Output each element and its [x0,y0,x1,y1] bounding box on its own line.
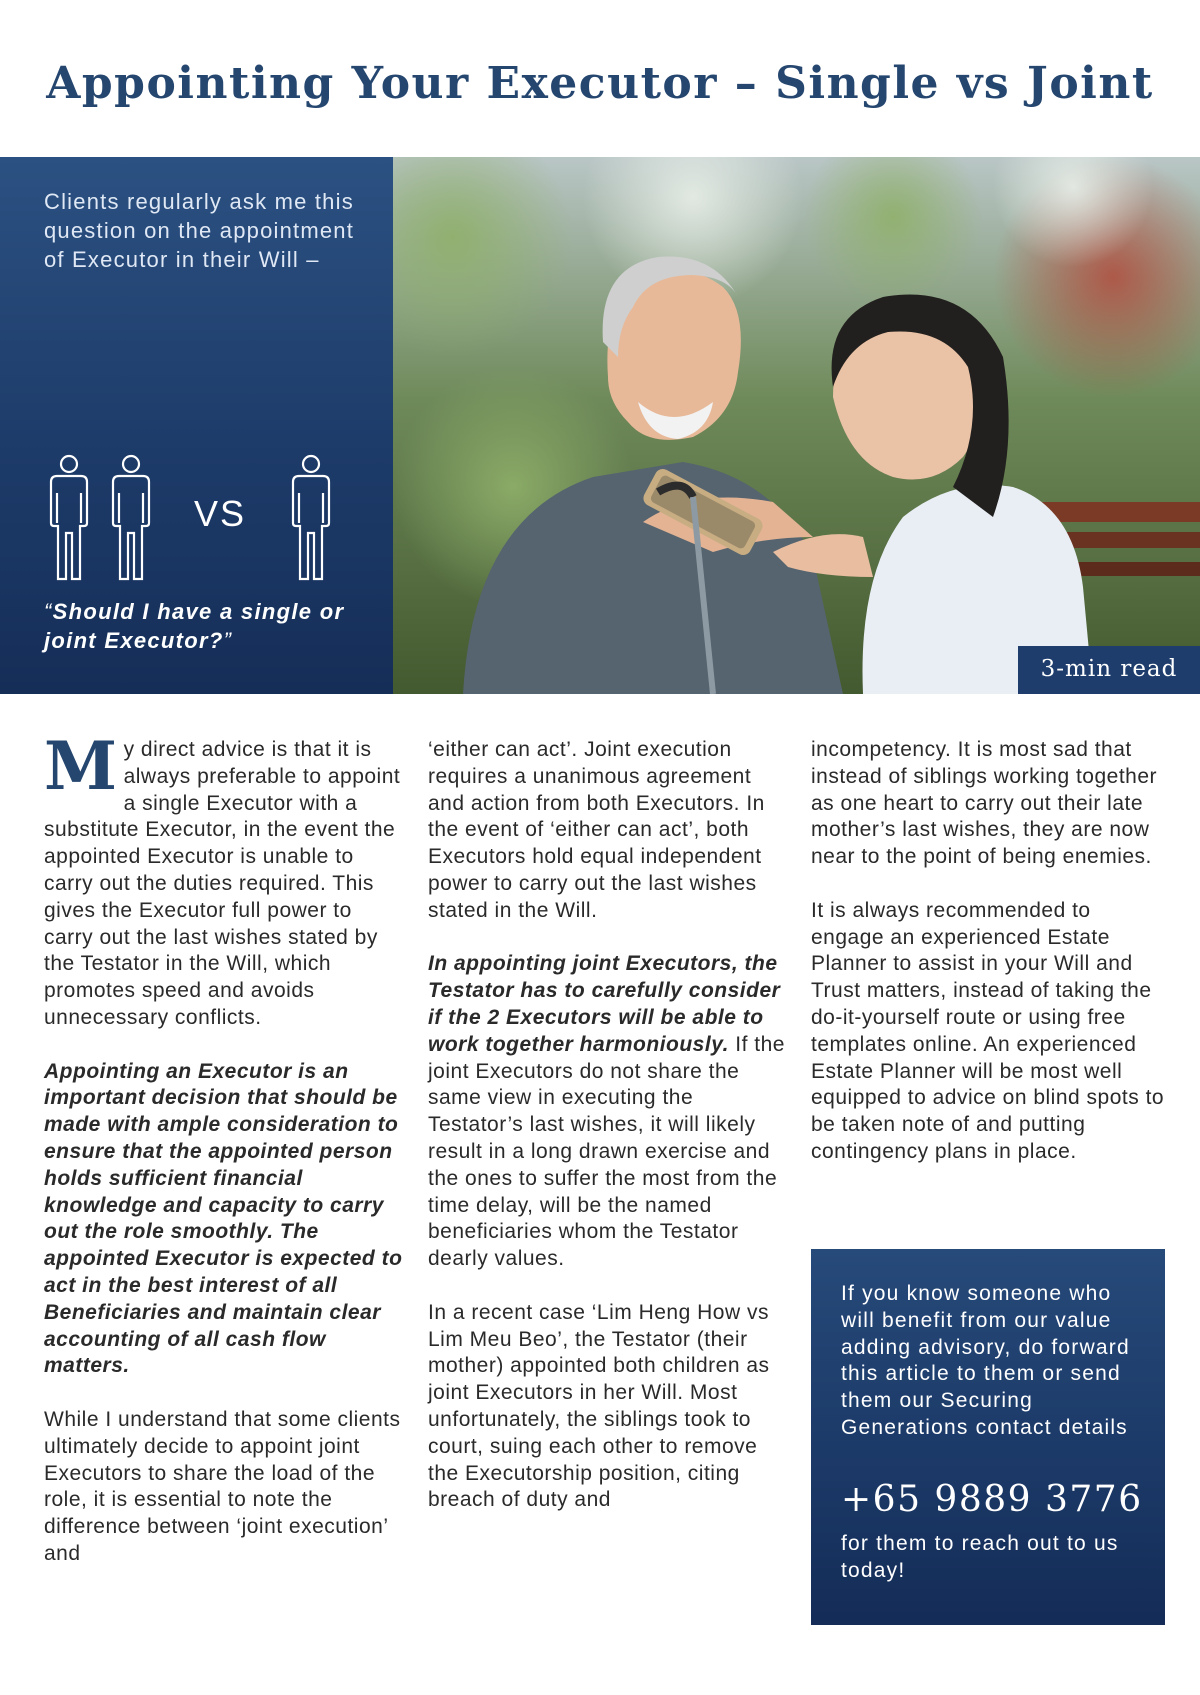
article-paragraph: It is always recommended to engage an experienced Estate Planner to assist in your Will and Trust matters, instead of taking the do-it-yourself route or using free templates online. An experienced Estate Planner will be most well equipped to advice on blind spots to be taken note of and putting contingency plans in place. [811,898,1165,1163]
drop-cap: M [44,727,118,805]
article-paragraph: In a recent case ‘Lim Heng How vs Lim Meu Beo’, the Testator (their mother) appointed both children as joint Executors in her Will. Most unfortunately, the siblings took to court, suing each other to remove the Executorship position, citing breach of duty and [428,1300,770,1512]
hero-photo [393,157,1200,694]
two-person-icon [44,453,164,583]
hero-intro-text: Clients regularly ask me this question on the appointment of Executor in their Will – [44,189,355,272]
contact-callout [811,1249,1165,1625]
page-title: Appointing Your Executor – Single vs Joint [46,58,1154,109]
article-paragraph-continued: incompetency. It is most sad that instead of siblings working together as one heart to carry out their late mother’s last wishes, they are now near to the point of being enemies. [811,738,1158,869]
read-time-badge: 3-min read [1018,646,1200,694]
hero-panel [0,157,393,694]
article-paragraph: My direct advice is that it is always preferable to appoint a single Executor with a substitute Executor, in the event the appointed Executor is unable to carry out the duties required. This gives the Executor full power to carry out the last wishes stated by the Testator in the Will, which promotes speed and avoids unnecessary conflicts. [44,727,401,1029]
vs-label: VS [194,493,247,534]
article-paragraph-continued: ‘either can act’. Joint execution requires a unanimous agreement and action from both Executors. In the event of ‘either can act’, both Executors hold equal independent power to carry out the last wishes stated in the Will. [428,738,765,922]
callout-text: If you know someone who will benefit from our value adding advisory, do forward this article to them or send them our Securing Generations contact details [841,1282,1130,1439]
hero-question: “Should I have a single or joint Executor?” [44,599,345,653]
elderly-man-and-nurse-photo [393,157,1200,694]
article-column-1 [44,727,404,1595]
article-paragraph: In appointing joint Executors, the Testator has to carefully consider if the 2 Executors will be able to work together harmoniously. If the joint Executors do not share the same view in executing the Testator’s last wishes, it will likely result in a long drawn exercise and the ones to suffer the most from the time delay, will be the named beneficiaries whom the Testator dearly values. [428,952,785,1271]
executor-figures [44,453,364,583]
callout-closing-text: for them to reach out to us today! [841,1532,1119,1582]
single-person-icon [284,453,344,583]
phone-number[interactable]: +65 9889 3776 [841,1479,1143,1520]
article-column-3 [811,737,1166,1193]
article-emphasis-paragraph: Appointing an Executor is an important decision that should be made with ample consideration to ensure that the appointed person holds sufficient financial knowledge and capacity to carry out the role smoothly. The appointed Executor is expected to act in the best interest of all Beneficiaries and maintain clear accounting of all cash flow matters. [44,1059,403,1378]
article-column-2 [428,737,788,1541]
article-paragraph: While I understand that some clients ultimately decide to appoint joint Executors to share the load of the role, it is essential to note the difference between ‘joint execution’ and [44,1407,401,1565]
